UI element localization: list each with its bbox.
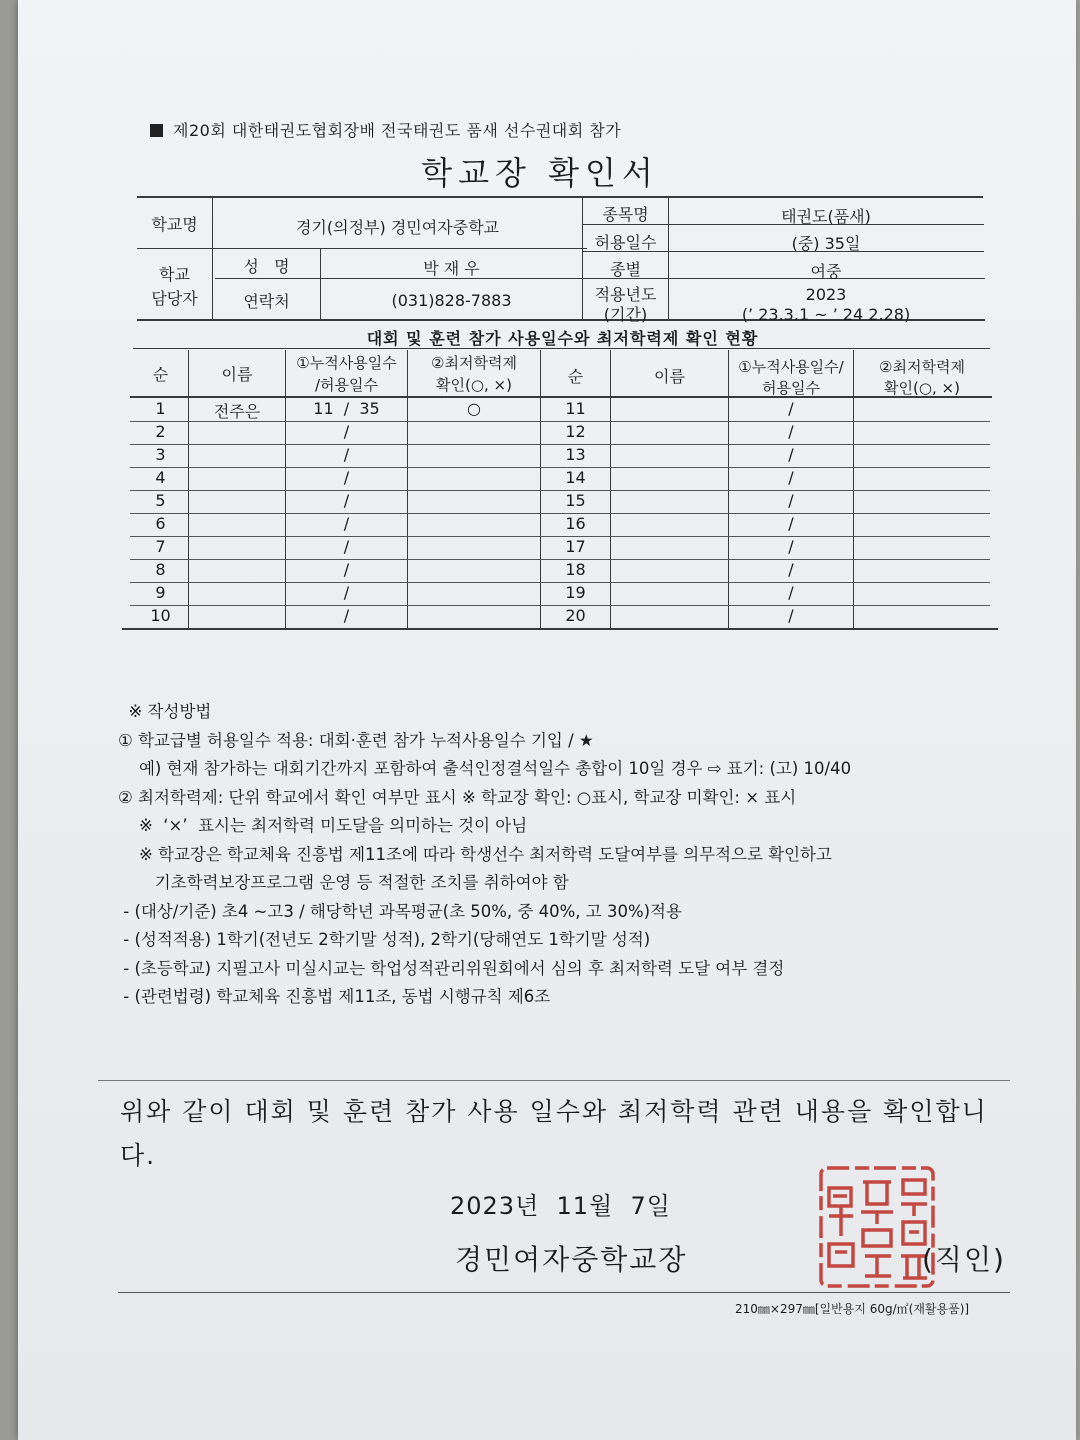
year-label-2: (기간): [603, 305, 648, 324]
table-cell-name: 전주은: [213, 402, 261, 421]
table-cell-days: /: [343, 606, 350, 625]
school-label: 학교명: [151, 215, 198, 234]
writing-instructions: [118, 698, 851, 1012]
instruction-line: 예) 현재 참가하는 대회기간까지 포함하여 출석인정결석일수 총합이 10일 경우 ⇨ 표기: (고) 10/40: [118, 759, 852, 778]
table-cell-days: /: [788, 445, 794, 464]
year-label-1: 적용년도: [594, 285, 657, 304]
manager-label-2: 담당자: [151, 289, 198, 308]
allowed-days-label: 허용일수: [594, 233, 657, 252]
event-title-text: 제20회 대한태권도협회장배 전국태권도 품새 선수권대회 참가: [173, 121, 622, 140]
table-cell-days: /: [788, 560, 794, 579]
table-cell-no: 9: [155, 583, 166, 602]
instruction-line: ① 학교급별 허용일수 적용: 대회·훈련 참가 누적사용일수 기입 / ★: [118, 730, 594, 750]
table-cell-no: 12: [565, 422, 586, 441]
table-cell-no: 7: [155, 537, 166, 556]
col-acad-header-1: ②최저학력제: [431, 354, 517, 372]
contact-label: 연락처: [243, 292, 290, 311]
instruction-line: - (관련법령) 학교체육 진흥법 제11조, 동법 시행규칙 제6조: [118, 987, 551, 1006]
table-cell-days: /: [343, 514, 350, 533]
table-cell-days: 11 / 35: [313, 399, 380, 418]
instruction-line: - (초등학교) 지필고사 미실시교는 학업성적관리위원회에서 심의 후 최저학력 도달 여부 결정: [118, 958, 785, 978]
instruction-line: ※ 학교장은 학교체육 진흥법 제11조에 따라 학생선수 최저학력 도달여부를 의무적으로 확인하고: [118, 844, 832, 864]
name-label: 성 명: [243, 257, 290, 276]
paper-spec: 210㎜×297㎜[일반용지 60g/㎡(재활용품)]: [735, 1302, 970, 1316]
year-value: 2023: [805, 285, 847, 304]
table-cell-acad: ○: [467, 399, 481, 418]
col-no-header: 순: [152, 365, 169, 384]
table-cell-no: 18: [565, 560, 586, 579]
instruction-line: ※ 작성방법: [118, 702, 212, 721]
table-cell-days: /: [788, 606, 794, 625]
instruction-line: ※ ‘×’ 표시는 최저학력 미도달을 의미하는 것이 아님: [118, 816, 528, 835]
table-cell-no: 5: [155, 491, 166, 510]
instruction-line: ② 최저학력제: 단위 학교에서 확인 여부만 표시 ※ 학교장 확인: ○표시, 학교장 미확인: × 표시: [118, 787, 797, 807]
table-cell-days: /: [788, 422, 794, 441]
table-cell-no: 13: [565, 445, 586, 464]
square-bullet-icon: [150, 124, 163, 137]
instruction-line: 기초학력보장프로그램 운영 등 적절한 조치를 취하여야 함: [118, 873, 569, 892]
sport-label: 종목명: [602, 205, 649, 224]
divider-top: [98, 1080, 1010, 1081]
status-table-title: 대회 및 훈련 참가 사용일수와 최저학력제 확인 현황: [366, 329, 759, 348]
table-cell-days: /: [788, 514, 794, 533]
col-days-header-2: /허용일수: [314, 376, 378, 394]
table-cell-days: /: [343, 491, 350, 510]
col-days-header-1: ①누적사용일수: [296, 354, 397, 372]
col-acad-header-right-1: ②최저학력제: [879, 358, 965, 376]
table-cell-days: /: [343, 422, 350, 441]
table-cell-no: 6: [155, 514, 166, 533]
table-cell-no: 20: [565, 606, 586, 625]
col-acad-header-right-2: 확인(○, ×): [884, 379, 960, 397]
col-name-header: 이름: [221, 365, 253, 384]
confirmation-date: 2023년 11월 7일: [450, 1192, 671, 1220]
table-cell-no: 16: [565, 514, 586, 533]
table-cell-no: 14: [565, 468, 586, 487]
table-cell-no: 3: [155, 445, 166, 464]
instruction-line: - (대상/기준) 초4 ~고3 / 해당학년 과목평균(초 50%, 중 40%, 고 30%)적용: [118, 901, 682, 921]
table-cell-days: /: [343, 537, 350, 556]
col-acad-header-2: 확인(○, ×): [436, 376, 512, 394]
gender-value: 여중: [810, 262, 842, 281]
table-cell-no: 1: [155, 399, 166, 418]
table-cell-no: 11: [565, 399, 586, 418]
table-cell-no: 17: [565, 537, 586, 556]
event-title: [150, 118, 621, 141]
name-value: 박 재 우: [423, 259, 480, 278]
table-cell-no: 8: [155, 560, 166, 579]
col-name-header-right: 이름: [654, 367, 685, 386]
table-cell-days: /: [788, 468, 794, 487]
gender-label: 종별: [610, 260, 641, 279]
table-cell-days: /: [343, 560, 350, 579]
instruction-line: - (성적적용) 1학기(전년도 2학기말 성적), 2학기(당해연도 1학기말 성적): [118, 930, 651, 949]
col-days-header-right-1: ①누적사용일수/: [738, 358, 844, 376]
table-cell-days: /: [788, 537, 794, 556]
contact-value: (031)828-7883: [391, 291, 512, 310]
table-cell-days: /: [788, 583, 794, 602]
table-cell-days: /: [343, 445, 350, 464]
sport-value: 태권도(품새): [781, 207, 871, 226]
confirmation-text: 위와 같이 대회 및 훈련 참가 사용 일수와 최저학력 관련 내용을 확인합니다.: [120, 1097, 988, 1170]
allowed-days-value: (중) 35일: [791, 234, 861, 253]
table-cell-no: 19: [565, 583, 586, 602]
table-cell-days: /: [343, 583, 350, 602]
table-cell-no: 4: [155, 468, 166, 487]
table-cell-no: 15: [565, 491, 586, 510]
table-cell-days: /: [343, 468, 350, 487]
period-value: (’ 23.3.1 ~ ’ 24 2.28): [741, 305, 911, 324]
document-title: 학교장 확인서: [421, 154, 659, 192]
seal-signature-mark: (직인): [922, 1243, 1006, 1276]
principal-name: 경민여자중학교장: [455, 1243, 688, 1276]
table-cell-no: 10: [150, 606, 171, 625]
table-cell-days: /: [788, 491, 794, 510]
col-days-header-right-2: 허용일수: [762, 379, 820, 397]
table-cell-days: /: [788, 399, 794, 418]
school-value: 경기(의정부) 경민여자중학교: [295, 218, 500, 237]
manager-label-1: 학교: [159, 265, 190, 284]
table-cell-no: 2: [155, 422, 166, 441]
col-no-header-right: 순: [567, 367, 584, 386]
